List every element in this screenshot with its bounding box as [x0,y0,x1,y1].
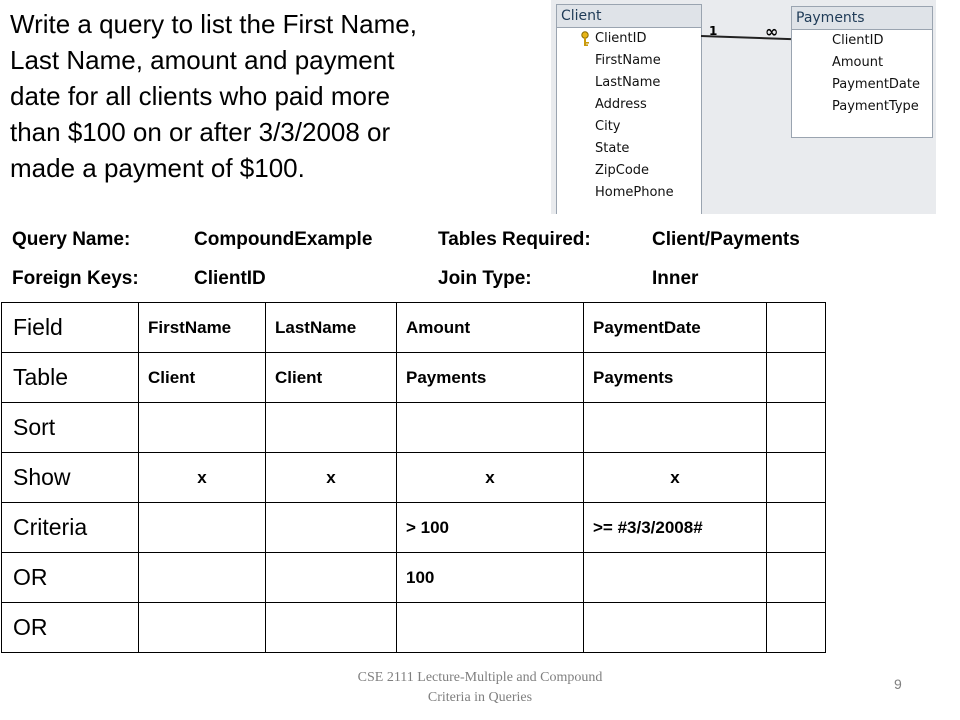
grid-cell [139,403,266,453]
grid-cell: x [397,453,584,503]
grid-cell [767,503,826,553]
payments-field: PaymentDate [832,77,920,92]
foreign-keys-value: ClientID [194,268,266,289]
grid-cell: PaymentDate [584,303,767,353]
table-row [2,353,826,403]
client-field: City [595,119,621,134]
foreign-keys-label: Foreign Keys: [12,268,139,289]
tables-required-value: Client/Payments [652,229,800,250]
client-field: HomePhone [595,185,674,200]
grid-cell [767,603,826,653]
grid-cell: 100 [397,553,584,603]
grid-cell: >= #3/3/2008# [584,503,767,553]
table-row [2,503,826,553]
grid-cell: Payments [584,353,767,403]
grid-cell [139,503,266,553]
grid-cell: > 100 [397,503,584,553]
page-number: 9 [894,676,902,692]
grid-cell: LastName [266,303,397,353]
client-field [557,28,701,50]
footer-line: Criteria in Queries [427,690,533,705]
payments-table-box [791,6,933,138]
join-type-value: Inner [652,268,699,289]
grid-cell: Client [266,353,397,403]
grid-cell [767,303,826,353]
query-name-label: Query Name: [12,229,131,250]
footer-line: CSE 2111 Lecture-Multiple and Compound [357,670,603,685]
grid-cell [397,403,584,453]
row-header: Table [2,353,139,403]
question-line: made a payment of $100. [10,153,305,183]
grid-cell [266,403,397,453]
query-name-value: CompoundExample [194,229,373,250]
grid-cell [139,553,266,603]
one-marker: 1 [709,24,718,38]
row-header: Field [2,303,139,353]
question-line: date for all clients who paid more [10,81,391,111]
client-field: FirstName [595,53,661,68]
question-line: than $100 on or after 3/3/2008 or [10,117,391,147]
row-header: OR [2,553,139,603]
grid-cell [584,603,767,653]
client-field: State [595,141,630,156]
slide-footer [330,668,630,708]
payments-field: ClientID [832,33,884,48]
client-field: ZipCode [595,163,650,178]
grid-cell: FirstName [139,303,266,353]
join-type-label: Join Type: [438,268,532,289]
client-field: LastName [595,75,661,90]
grid-cell [584,403,767,453]
question-text [10,6,550,186]
client-table-title: Client [557,5,701,28]
payments-field: PaymentType [832,99,919,114]
grid-cell [266,553,397,603]
grid-cell [266,603,397,653]
relationship-diagram [551,0,936,214]
grid-cell [266,503,397,553]
table-row [2,403,826,453]
grid-cell [767,403,826,453]
grid-cell: Client [139,353,266,403]
question-line: Last Name, amount and payment [10,45,395,75]
grid-cell: x [266,453,397,503]
table-row [2,603,826,653]
payments-table-title: Payments [792,7,932,30]
client-table-box [556,4,702,214]
grid-cell [139,603,266,653]
table-row [2,453,826,503]
client-field-label: ClientID [595,31,647,46]
grid-cell: x [584,453,767,503]
row-header: Show [2,453,139,503]
grid-cell: x [139,453,266,503]
grid-cell [767,453,826,503]
payments-field: Amount [832,55,884,70]
row-header: Criteria [2,503,139,553]
row-header: Sort [2,403,139,453]
grid-cell [767,353,826,403]
question-line: Write a query to list the First Name, [10,9,417,39]
table-row [2,303,826,353]
client-field: Address [595,97,647,112]
grid-cell [584,553,767,603]
grid-cell [767,553,826,603]
query-design-grid [1,302,826,653]
grid-cell [397,603,584,653]
many-marker: ∞ [765,22,779,41]
grid-cell: Payments [397,353,584,403]
grid-cell: Amount [397,303,584,353]
row-header: OR [2,603,139,653]
tables-required-label: Tables Required: [438,229,591,250]
table-row [2,553,826,603]
